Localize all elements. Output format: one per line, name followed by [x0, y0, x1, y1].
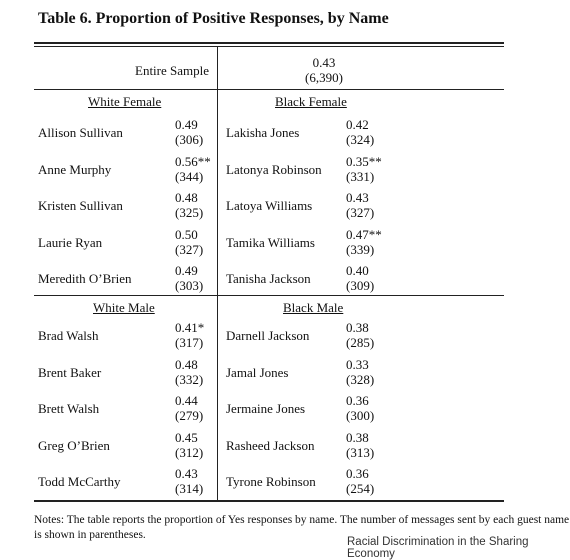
value-cell	[175, 190, 203, 220]
header-white-female: White Female	[88, 94, 162, 109]
name-cell: Todd McCarthy	[38, 474, 121, 490]
message-count: (331)	[346, 168, 375, 184]
proportion-value: 0.43	[175, 466, 198, 482]
value-cell	[175, 357, 203, 387]
entire-sample-proportion: 0.43	[312, 55, 336, 70]
value-cell	[346, 227, 382, 257]
proportion-value: 0.38	[346, 429, 369, 445]
message-count: (332)	[175, 371, 204, 387]
proportion-value: 0.43	[346, 190, 369, 206]
message-count: (279)	[175, 408, 204, 424]
message-count: (306)	[175, 132, 204, 147]
name-cell: Latonya Robinson	[226, 161, 322, 177]
name-cell: Greg O’Brien	[38, 437, 110, 453]
name-cell: Jamal Jones	[226, 364, 289, 380]
top-rule-thick	[34, 42, 504, 44]
name-cell: Brad Walsh	[38, 328, 99, 343]
header-black-male: Black Male	[283, 300, 344, 315]
message-count: (309)	[346, 278, 375, 294]
name-cell: Meredith O’Brien	[38, 271, 132, 287]
header-white-male: White Male	[93, 300, 155, 315]
value-cell	[175, 263, 203, 293]
message-count: (313)	[346, 444, 375, 460]
column-divider	[217, 46, 218, 501]
name-cell: Darnell Jackson	[226, 328, 310, 343]
header-black-female: Black Female	[275, 94, 347, 109]
value-cell	[175, 117, 203, 147]
proportion-value: 0.41*	[175, 320, 205, 335]
proportion-value: 0.45	[175, 429, 198, 445]
name-cell: Laurie Ryan	[38, 234, 103, 250]
table-title: Table 6. Proportion of Positive Responses, by Name	[38, 10, 389, 27]
value-cell	[346, 466, 374, 496]
proportion-value: 0.38	[346, 320, 369, 335]
female-male-rule	[34, 295, 504, 296]
message-count: (325)	[175, 205, 204, 221]
proportion-value: 0.35**	[346, 153, 382, 169]
name-cell: Tyrone Robinson	[226, 474, 316, 490]
name-cell: Brent Baker	[38, 364, 102, 380]
proportion-value: 0.49	[175, 263, 198, 279]
proportion-value: 0.56**	[175, 153, 211, 169]
name-cell: Rasheed Jackson	[226, 437, 315, 453]
value-cell	[346, 190, 374, 220]
entire-sample-label: Entire Sample	[135, 63, 210, 78]
value-cell	[346, 393, 374, 423]
top-rule-thin	[34, 46, 504, 47]
entire-sample-count: (6,390)	[305, 70, 343, 85]
value-cell	[175, 393, 203, 423]
name-cell: Allison Sullivan	[38, 125, 123, 140]
bottom-rule	[34, 500, 504, 502]
proportion-value: 0.48	[175, 356, 198, 372]
value-cell	[175, 154, 211, 184]
message-count: (300)	[346, 408, 375, 424]
value-cell	[346, 430, 374, 460]
value-cell	[346, 154, 382, 184]
table-notes: Notes: The table reports the proportion of Yes responses by name. The number of messages sent by each guest name is shown in parentheses.	[34, 514, 570, 541]
proportion-value: 0.36	[346, 466, 369, 482]
proportion-value: 0.44	[175, 393, 198, 409]
name-cell: Latoya Williams	[226, 198, 313, 214]
name-cell: Brett Walsh	[38, 401, 100, 417]
entire-sample-rule	[34, 89, 504, 90]
message-count: (327)	[346, 205, 375, 221]
value-cell	[175, 227, 203, 257]
image-caption: Racial Discrimination in the Sharing Economy	[347, 536, 529, 560]
name-cell: Tanisha Jackson	[226, 271, 311, 287]
value-cell	[346, 117, 374, 147]
message-count: (254)	[346, 481, 375, 497]
name-cell: Jermaine Jones	[226, 401, 306, 417]
value-cell	[175, 320, 204, 350]
message-count: (314)	[175, 481, 204, 497]
message-count: (324)	[346, 132, 375, 147]
message-count: (344)	[175, 168, 204, 184]
value-cell	[346, 320, 374, 350]
value-cell	[346, 263, 374, 293]
message-count: (312)	[175, 444, 204, 460]
name-cell: Kristen Sullivan	[38, 198, 123, 214]
message-count: (285)	[346, 335, 375, 350]
message-count: (327)	[175, 241, 204, 257]
value-cell	[175, 430, 203, 460]
proportion-value: 0.49	[175, 117, 198, 132]
message-count: (303)	[175, 278, 204, 294]
proportion-value: 0.48	[175, 190, 198, 206]
proportion-value: 0.40	[346, 263, 369, 279]
value-cell	[346, 357, 374, 387]
message-count: (328)	[346, 371, 375, 387]
proportion-value: 0.33	[346, 356, 369, 372]
name-cell: Tamika Williams	[226, 234, 315, 250]
name-cell: Anne Murphy	[38, 161, 112, 177]
message-count: (317)	[175, 335, 204, 350]
proportion-value: 0.42	[346, 117, 369, 132]
proportion-value: 0.50	[175, 226, 198, 242]
message-count: (339)	[346, 241, 375, 257]
proportion-value: 0.36	[346, 393, 369, 409]
proportion-value: 0.47**	[346, 226, 382, 242]
name-cell: Lakisha Jones	[226, 125, 300, 140]
value-cell	[175, 466, 203, 496]
entire-sample-value	[294, 55, 354, 85]
